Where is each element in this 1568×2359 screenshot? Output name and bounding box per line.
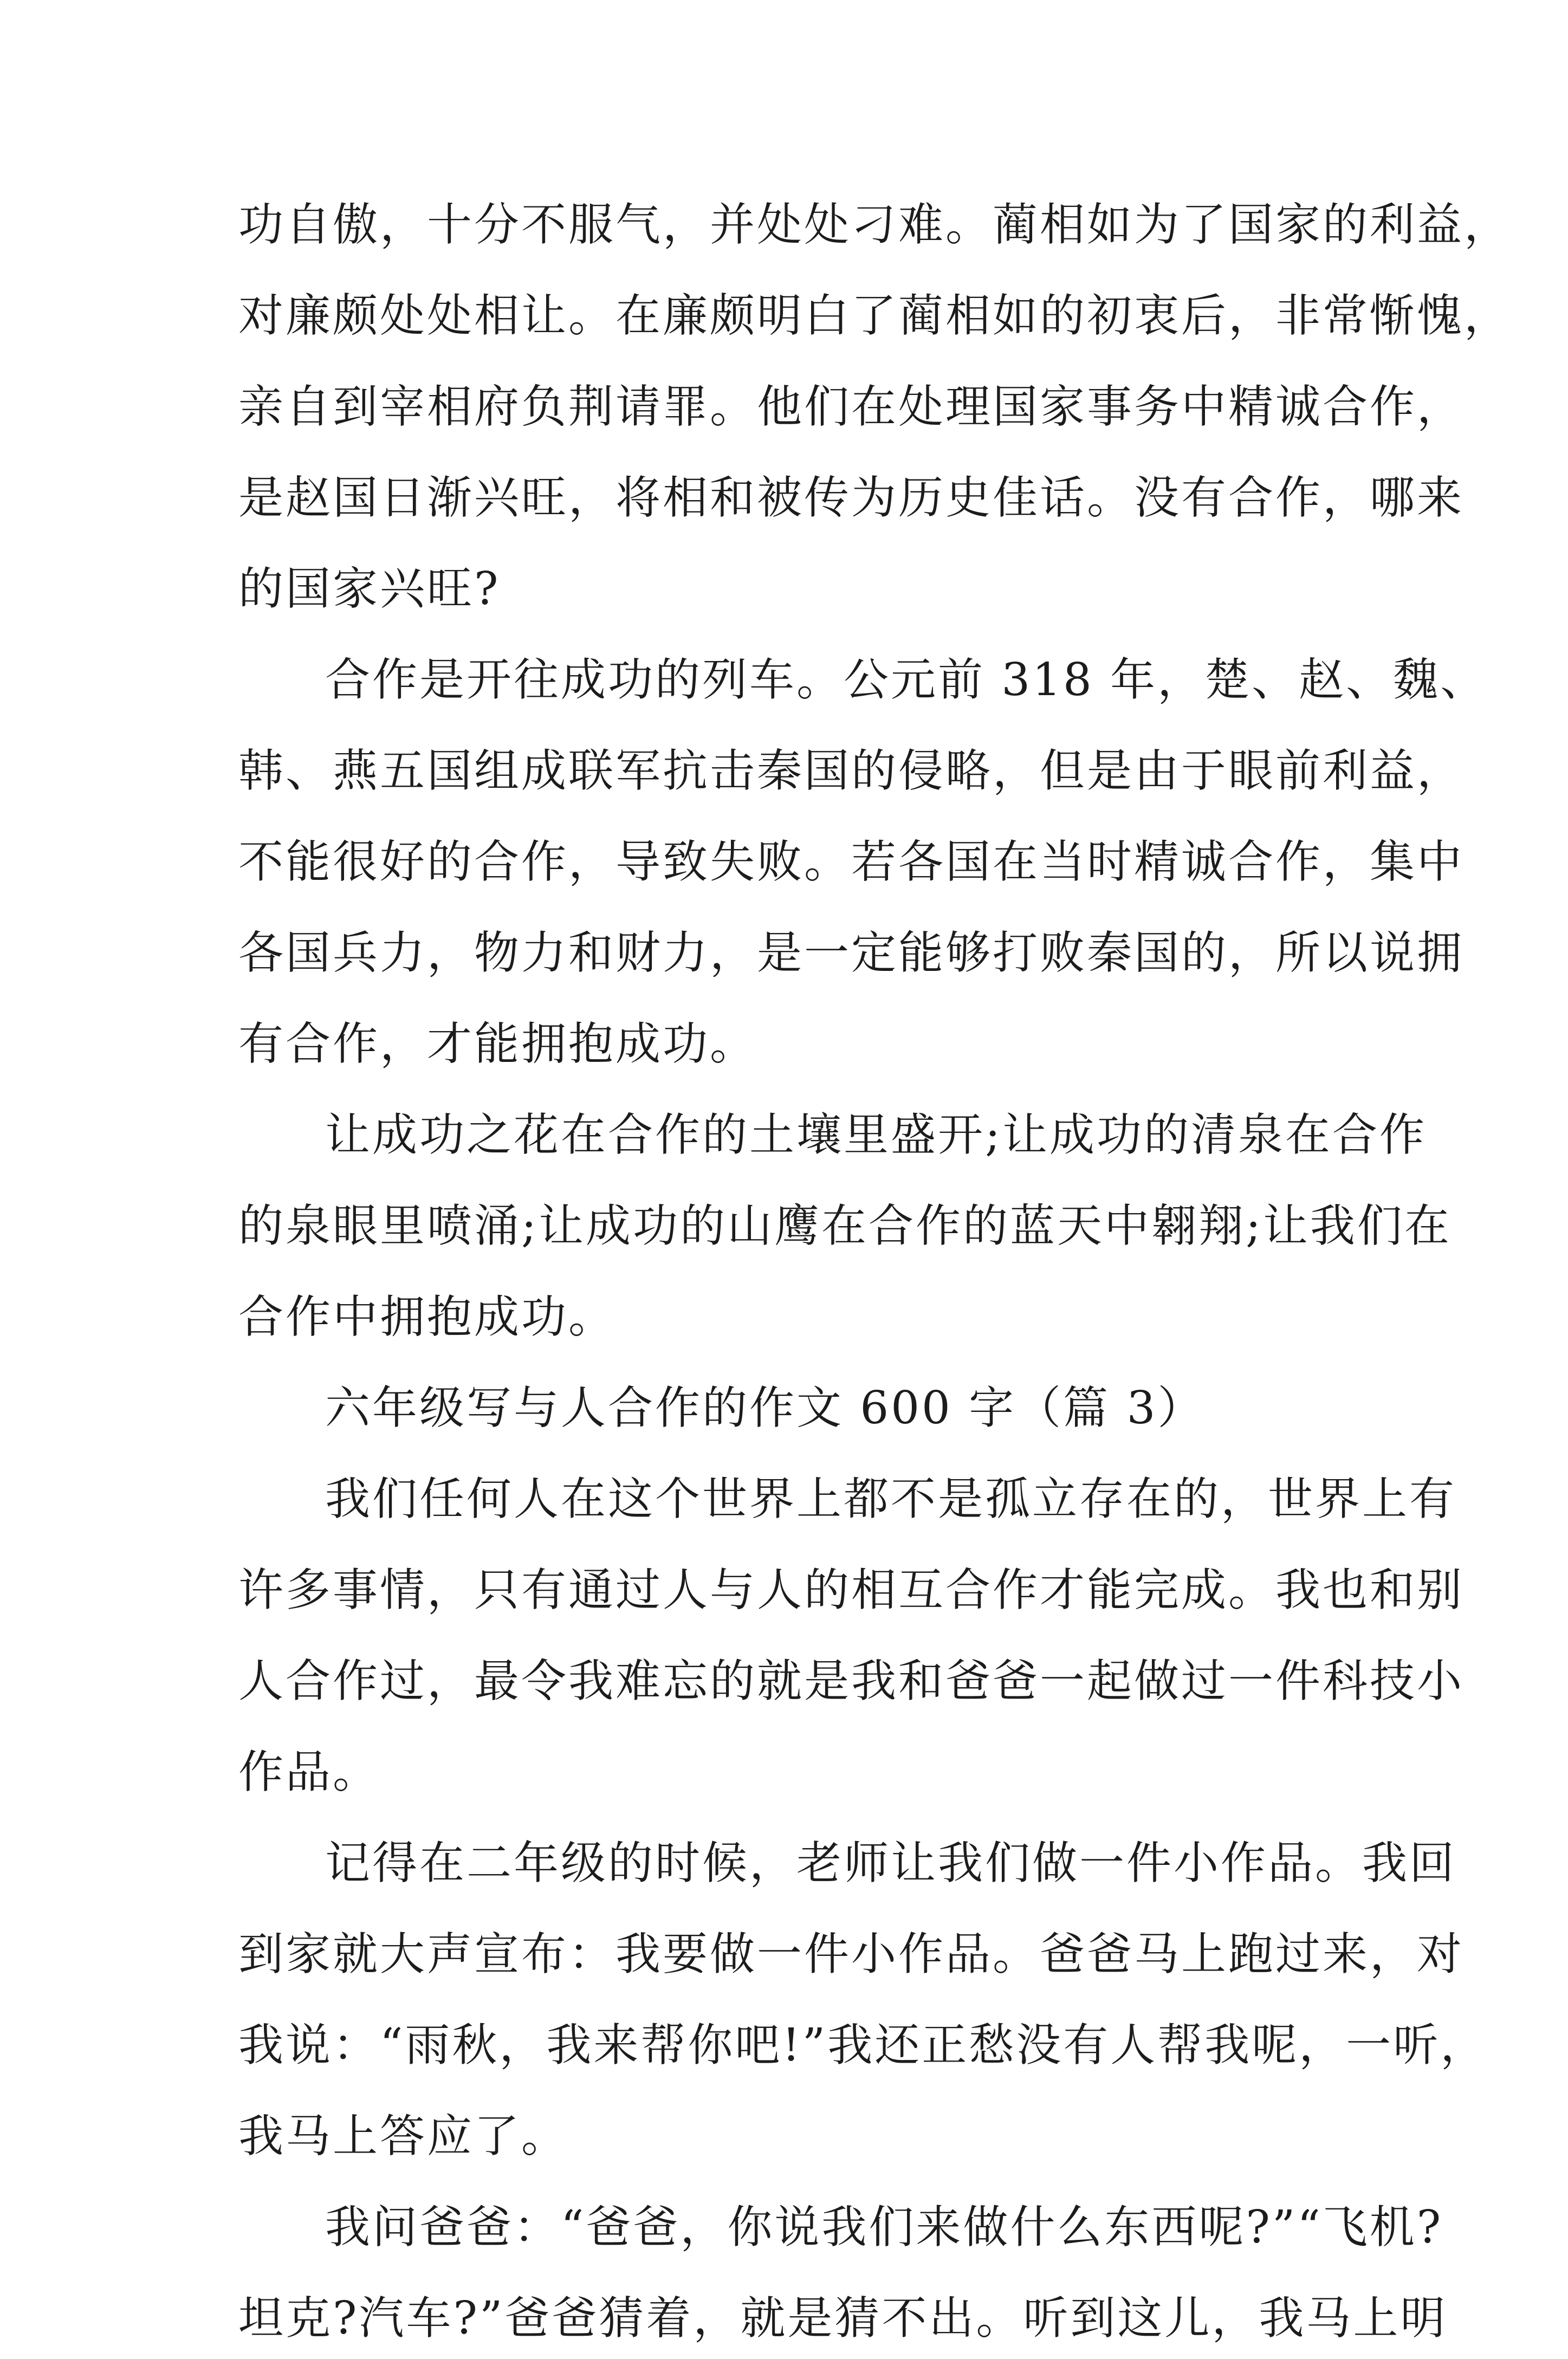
text-line: 有合作，才能拥抱成功。 (238, 1018, 757, 1070)
text-line: 对廉颇处处相让。在廉颇明白了蔺相如的初衷后，非常惭愧， (238, 289, 1511, 342)
paragraph-start-line: 记得在二年级的时候，老师让我们做一件小作品。我回 (325, 1837, 1456, 1889)
text-line: 是赵国日渐兴旺，将相和被传为历史佳话。没有合作，哪来 (238, 471, 1464, 524)
paragraph-start-line: 合作是开往成功的列车。公元前 318 年，楚、赵、魏、 (325, 653, 1488, 706)
text-line: 许多事情，只有通过人与人的相互合作才能完成。我也和别 (238, 1564, 1464, 1616)
text-line: 韩、燕五国组成联军抗击秦国的侵略，但是由于眼前利益， (238, 744, 1464, 797)
section-heading: 六年级写与人合作的作文 600 字（篇 3） (325, 1382, 1205, 1434)
paragraph-start-line: 让成功之花在合作的土壤里盛开;让成功的清泉在合作 (325, 1109, 1427, 1161)
paragraph-start-line: 我们任何人在这个世界上都不是孤立存在的，世界上有 (325, 1473, 1456, 1525)
text-line: 各国兵力，物力和财力，是一定能够打败秦国的，所以说拥 (238, 926, 1464, 979)
text-line: 的泉眼里喷涌;让成功的山鹰在合作的蓝天中翱翔;让我们在 (238, 1200, 1452, 1252)
text-line: 不能很好的合作，导致失败。若各国在当时精诚合作，集中 (238, 835, 1464, 888)
text-line: 人合作过，最令我难忘的就是我和爸爸一起做过一件科技小 (238, 1655, 1464, 1707)
text-line: 坦克?汽车?”爸爸猜着，就是猜不出。听到这儿，我马上明 (238, 2292, 1448, 2344)
paragraph-start-line: 我问爸爸：“爸爸，你说我们来做什么东西呢?”“飞机? (325, 2201, 1443, 2253)
text-line: 我说：“雨秋，我来帮你吧!”我还正愁没有人帮我呢，一听， (238, 2019, 1488, 2071)
text-line: 功自傲，十分不服气，并处处刁难。蔺相如为了国家的利益， (238, 198, 1511, 251)
text-line: 的国家兴旺? (238, 562, 501, 615)
text-line: 我马上答应了。 (238, 2110, 568, 2162)
text-line: 到家就大声宣布：我要做一件小作品。爸爸马上跑过来，对 (238, 1928, 1464, 1980)
text-line: 亲自到宰相府负荆请罪。他们在处理国家事务中精诚合作， (238, 380, 1464, 433)
text-line: 合作中拥抱成功。 (238, 1291, 615, 1343)
text-line: 作品。 (238, 1746, 380, 1798)
